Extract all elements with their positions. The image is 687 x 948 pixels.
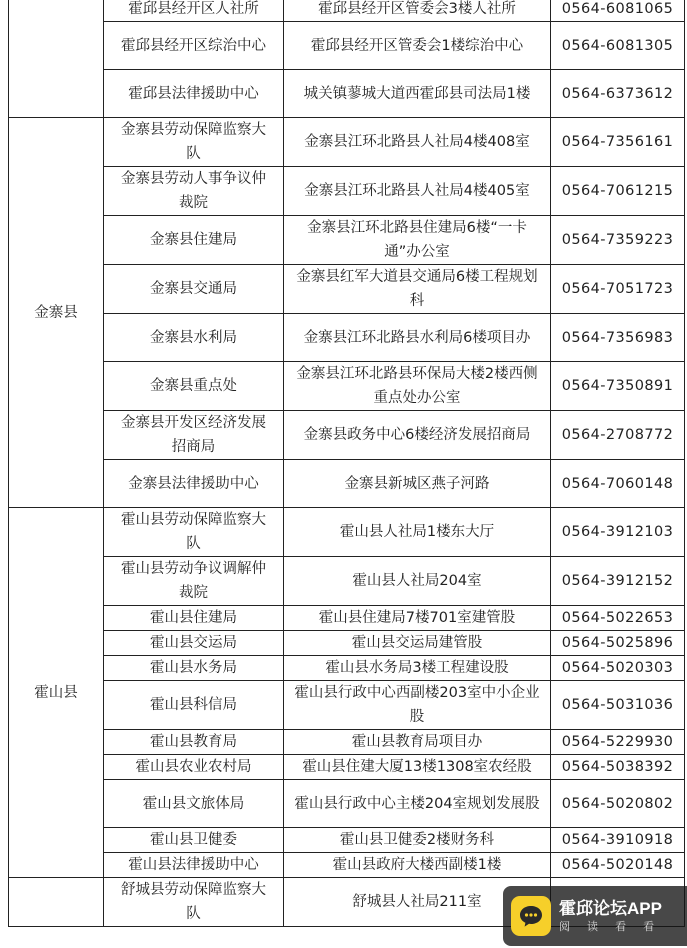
phone-cell: 0564-5020148	[551, 853, 685, 878]
table-row	[9, 314, 685, 362]
address-cell: 金寨县江环北路县人社局4楼405室	[284, 167, 551, 216]
address-cell: 霍山县政府大楼西副楼1楼	[284, 853, 551, 878]
org-name-cell: 霍邱县法律援助中心	[104, 70, 284, 118]
phone-cell: 0564-3910918	[551, 828, 685, 853]
table-row	[9, 0, 685, 22]
address-cell: 霍山县行政中心主楼204室规划发展股	[284, 780, 551, 828]
phone-cell: 0564-2708772	[551, 411, 685, 460]
address-cell: 霍邱县经开区管委会1楼综治中心	[284, 22, 551, 70]
phone-cell: 0564-7359223	[551, 216, 685, 265]
table-row	[9, 167, 685, 216]
org-name-cell: 霍山县科信局	[104, 681, 284, 730]
phone-cell: 0564-6081065	[551, 0, 685, 22]
phone-cell: 0564-7051723	[551, 265, 685, 314]
phone-cell: 0564-6081305	[551, 22, 685, 70]
table-row	[9, 730, 685, 755]
phone-cell: 0564-3912103	[551, 508, 685, 557]
phone-cell: 0564-5229930	[551, 730, 685, 755]
address-cell: 金寨县江环北路县人社局4楼408室	[284, 118, 551, 167]
table-row	[9, 22, 685, 70]
address-cell: 金寨县江环北路县水利局6楼项目办	[284, 314, 551, 362]
address-cell: 舒城县人社局211室	[284, 878, 551, 927]
org-name-cell: 霍山县法律援助中心	[104, 853, 284, 878]
county-cell	[9, 878, 104, 927]
address-cell: 霍山县卫健委2楼财务科	[284, 828, 551, 853]
table-row	[9, 411, 685, 460]
address-cell: 霍邱县经开区管委会3楼人社所	[284, 0, 551, 22]
address-cell: 金寨县新城区燕子河路	[284, 460, 551, 508]
table-row	[9, 557, 685, 606]
app-name: 霍邱论坛APP	[559, 899, 662, 918]
org-name-cell: 霍邱县经开区人社所	[104, 0, 284, 22]
table-row	[9, 70, 685, 118]
table-row	[9, 828, 685, 853]
phone-cell: 0564-5022653	[551, 606, 685, 631]
org-name-cell: 舒城县劳动保障监察大队	[104, 878, 284, 927]
phone-cell: 0564-5025896	[551, 631, 685, 656]
app-badge-text	[559, 898, 662, 934]
phone-cell: 0564-3912152	[551, 557, 685, 606]
address-cell: 霍山县行政中心西副楼203室中小企业股	[284, 681, 551, 730]
county-cell: 金寨县	[9, 118, 104, 508]
phone-cell: 0564-7356161	[551, 118, 685, 167]
address-cell: 金寨县政务中心6楼经济发展招商局	[284, 411, 551, 460]
phone-cell: 0564-7356983	[551, 314, 685, 362]
app-download-badge[interactable]	[503, 886, 687, 946]
org-name-cell: 霍山县交运局	[104, 631, 284, 656]
app-tagline: 阅 读 看 看	[559, 921, 662, 933]
phone-cell: 0564-5020303	[551, 656, 685, 681]
table-row	[9, 508, 685, 557]
address-cell: 霍山县人社局204室	[284, 557, 551, 606]
phone-cell: 0564-7060148	[551, 460, 685, 508]
table-row	[9, 780, 685, 828]
county-cell: 霍山县	[9, 508, 104, 878]
org-name-cell: 金寨县住建局	[104, 216, 284, 265]
chat-bubble-icon	[511, 896, 551, 936]
table-row	[9, 853, 685, 878]
address-cell: 霍山县人社局1楼东大厅	[284, 508, 551, 557]
address-cell: 金寨县红军大道县交通局6楼工程规划科	[284, 265, 551, 314]
org-name-cell: 金寨县重点处	[104, 362, 284, 411]
org-name-cell: 霍山县住建局	[104, 606, 284, 631]
org-name-cell: 金寨县法律援助中心	[104, 460, 284, 508]
org-name-cell: 霍邱县经开区综治中心	[104, 22, 284, 70]
table-row	[9, 118, 685, 167]
org-name-cell: 金寨县开发区经济发展招商局	[104, 411, 284, 460]
address-cell: 霍山县住建大厦13楼1308室农经股	[284, 755, 551, 780]
contact-table	[8, 0, 685, 927]
table-row	[9, 681, 685, 730]
table-row	[9, 606, 685, 631]
address-cell: 金寨县江环北路县住建局6楼“一卡通”办公室	[284, 216, 551, 265]
org-name-cell: 金寨县劳动保障监察大队	[104, 118, 284, 167]
org-name-cell: 金寨县劳动人事争议仲裁院	[104, 167, 284, 216]
address-cell: 金寨县江环北路县环保局大楼2楼西侧重点处办公室	[284, 362, 551, 411]
table-row	[9, 265, 685, 314]
org-name-cell: 金寨县交通局	[104, 265, 284, 314]
phone-cell: 0564-5031036	[551, 681, 685, 730]
phone-cell: 0564-5020802	[551, 780, 685, 828]
org-name-cell: 霍山县卫健委	[104, 828, 284, 853]
table-row	[9, 755, 685, 780]
table-row	[9, 216, 685, 265]
address-cell: 霍山县教育局项目办	[284, 730, 551, 755]
county-cell	[9, 0, 104, 118]
phone-cell: 0564-5038392	[551, 755, 685, 780]
address-cell: 城关镇蓼城大道西霍邱县司法局1楼	[284, 70, 551, 118]
address-cell: 霍山县交运局建管股	[284, 631, 551, 656]
org-name-cell: 霍山县劳动保障监察大队	[104, 508, 284, 557]
org-name-cell: 霍山县农业农村局	[104, 755, 284, 780]
phone-cell: 0564-6373612	[551, 70, 685, 118]
table-row	[9, 362, 685, 411]
phone-cell: 0564-7061215	[551, 167, 685, 216]
table-row	[9, 631, 685, 656]
address-cell: 霍山县住建局7楼701室建管股	[284, 606, 551, 631]
org-name-cell: 金寨县水利局	[104, 314, 284, 362]
org-name-cell: 霍山县文旅体局	[104, 780, 284, 828]
org-name-cell: 霍山县劳动争议调解仲裁院	[104, 557, 284, 606]
phone-cell: 0564-7350891	[551, 362, 685, 411]
contact-table-body	[9, 0, 685, 927]
table-row	[9, 656, 685, 681]
org-name-cell: 霍山县水务局	[104, 656, 284, 681]
table-row	[9, 460, 685, 508]
org-name-cell: 霍山县教育局	[104, 730, 284, 755]
address-cell: 霍山县水务局3楼工程建设股	[284, 656, 551, 681]
